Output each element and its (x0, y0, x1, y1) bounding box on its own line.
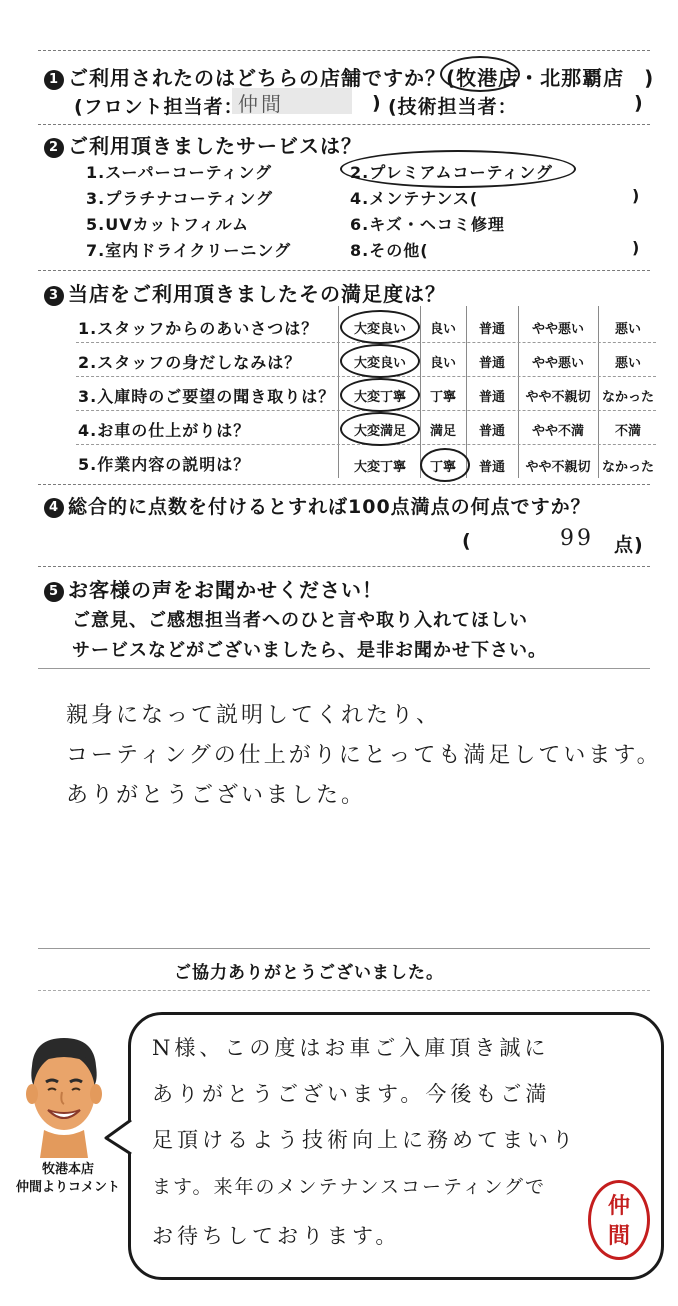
staff-avatar (14, 1030, 114, 1158)
rating-option: 普通 (478, 390, 505, 405)
divider (38, 124, 650, 125)
divider (38, 990, 650, 991)
rating-option: 悪い (614, 356, 641, 371)
customer-comment-line-3: ありがとうございました。 (66, 783, 367, 808)
staff-reply-line-2: ありがとうございます。今後もご満 (152, 1082, 551, 1106)
question-3: 3 当店をご利用頂きましたその満足度は？ (44, 278, 446, 307)
score-value: 99 (560, 526, 594, 551)
service-5: 5.UVカットフィルム (86, 215, 250, 234)
thank-you-text: ご協力ありがとうございました。 (174, 963, 444, 983)
service-3: 3.プラチナコーティング (86, 189, 273, 208)
rating-row-5-question: 5.作業内容の説明は？ (78, 455, 251, 474)
rating-option: 大変丁寧 (353, 390, 406, 405)
rating-option: 丁寧 (429, 460, 456, 475)
rating-option: 大変満足 (353, 424, 406, 439)
rating-option: 悪い (614, 322, 641, 337)
divider (38, 270, 650, 271)
rating-row-4-question: 4.お車の仕上がりは？ (78, 421, 251, 440)
service-8-close: ) (632, 238, 641, 257)
question-number: 1 (44, 70, 64, 90)
staff-reply-line-5: お待ちしております。 (152, 1224, 401, 1248)
store-other: 北那覇店 (540, 66, 625, 90)
customer-comment-line-2: コーティングの仕上がりにとっても満足しています。 (66, 743, 662, 768)
service-1: 1.スーパーコーティング (86, 163, 273, 182)
bubble-tail (104, 1118, 134, 1158)
question-1: 1 ご利用されたのはどちらの店舗ですか？(牧港店・北那覇店 ) (44, 62, 654, 91)
question-5-line-2: サービスなどがございましたら、是非お聞かせ下さい。 (72, 640, 547, 661)
service-8: 8.その他( (350, 241, 429, 260)
rating-option: 丁寧 (429, 390, 456, 405)
service-6: 6.キズ・ヘコミ修理 (350, 215, 505, 234)
question-5: 5 お客様の声をお聞かせください！ (44, 574, 383, 603)
tech-staff-label: (技術担当者： (388, 96, 518, 118)
divider (38, 566, 650, 567)
staff-reply-line-3: 足頂けるよう技術向上に務めてまいり (152, 1128, 577, 1152)
rating-option: 満足 (429, 424, 456, 439)
rating-option: 大変丁寧 (353, 460, 406, 475)
rating-option: 良い (429, 322, 456, 337)
divider (38, 50, 650, 51)
rating-row-2-question: 2.スタッフの身だしなみは？ (78, 353, 302, 372)
staff-caption-store: 牧港本店 (41, 1162, 94, 1177)
front-staff-value: 仲間 (238, 92, 284, 116)
tech-staff-close: ) (634, 92, 644, 114)
rating-option: やや不親切 (525, 460, 591, 475)
rating-option: やや不満 (531, 424, 584, 439)
divider (38, 484, 650, 485)
rating-row-1-question: 1.スタッフからのあいさつは？ (78, 319, 319, 338)
rating-row-3-question: 3.入庫時のご要望の聞き取りは？ (78, 387, 336, 406)
store-selected: 牧港店 (456, 66, 520, 90)
rating-option: やや悪い (531, 356, 584, 371)
service-4-close: ) (632, 186, 641, 205)
divider (38, 668, 650, 669)
score-unit: 点) (614, 534, 644, 556)
rating-option: やや悪い (531, 322, 584, 337)
question-5-line-1: ご意見、ご感想担当者へのひと言や取り入れてほしい (72, 610, 528, 631)
customer-comment-line-1: 親身になって説明してくれたり、 (66, 703, 442, 728)
staff-caption-comment: 仲間よりコメント (15, 1180, 120, 1195)
rating-option: 普通 (478, 424, 505, 439)
rating-option: 普通 (478, 356, 505, 371)
service-7: 7.室内ドライクリーニング (86, 241, 292, 260)
rating-option: 普通 (478, 460, 505, 475)
rating-option: 大変良い (353, 322, 406, 337)
rating-option: 良い (429, 356, 456, 371)
front-staff-close: ) (372, 92, 382, 114)
score-open: ( (462, 530, 472, 552)
name-seal-stamp: 仲 間 (588, 1180, 650, 1260)
divider (38, 948, 650, 949)
rating-option: なかった (601, 390, 654, 405)
front-staff-label: (フロント担当者： (74, 96, 244, 118)
question-2: 2 ご利用頂きましたサービスは？ (44, 130, 362, 159)
rating-option: やや不親切 (525, 390, 591, 405)
rating-option: なかった (601, 460, 654, 475)
staff-reply-line-4: ます。来年のメンテナンスコーティングで (152, 1176, 547, 1198)
service-2: 2.プレミアムコーティング (350, 163, 553, 182)
rating-option: 不満 (614, 424, 641, 439)
staff-reply-line-1: N様、この度はお車ご入庫頂き誠に (152, 1036, 550, 1060)
service-4: 4.メンテナンス( (350, 189, 479, 208)
rating-option: 大変良い (353, 356, 406, 371)
rating-option: 普通 (478, 322, 505, 337)
question-4: 4 総合的に点数を付けるとすれば100点満点の何点ですか？ (44, 492, 591, 519)
